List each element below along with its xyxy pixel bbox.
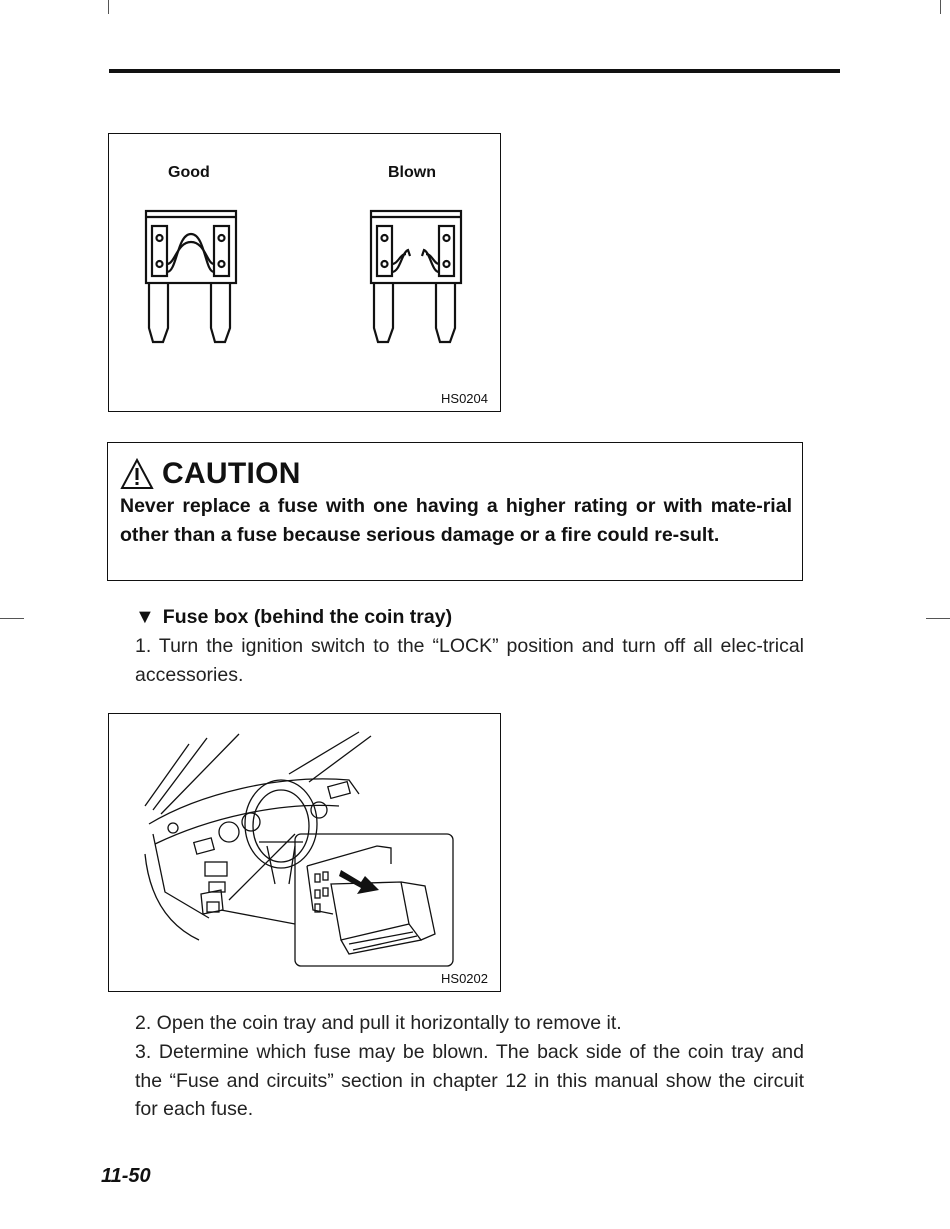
warning-triangle-icon	[120, 458, 154, 490]
caution-text: Never replace a fuse with one having a higher rating or with mate-rial other than a fuse because serious damage or a fire could re-sult.	[120, 495, 792, 546]
figure-code: HS0202	[441, 971, 488, 986]
crop-mark-top-left	[108, 0, 109, 14]
figure-code: HS0204	[441, 391, 488, 406]
blown-fuse-illustration	[368, 208, 468, 344]
caution-header	[120, 457, 301, 491]
step-3: 3. Determine which fuse may be blown. The back side of the coin tray and the “Fuse and circuits” section in chapter 12 in this manual show the circuit for each fuse.	[135, 1041, 804, 1120]
good-fuse-illustration	[143, 208, 243, 344]
caution-box	[107, 442, 803, 581]
caution-title: CAUTION	[162, 457, 301, 490]
section-title: Fuse box (behind the coin tray)	[162, 606, 453, 628]
header-rule	[109, 69, 840, 73]
fuse-comparison-figure	[108, 133, 501, 412]
section-marker-icon: ▼	[135, 606, 155, 628]
blown-fuse-label: Blown	[388, 164, 436, 181]
step-1: 1. Turn the ignition switch to the “LOCK” position and turn off all elec-trical accessories.	[135, 635, 804, 686]
section-heading	[135, 606, 452, 629]
pull-direction-arrow	[339, 870, 379, 894]
crop-mark-left	[0, 618, 24, 619]
good-fuse-label: Good	[168, 164, 210, 181]
crop-mark-right	[926, 618, 950, 619]
page-number: 11-50	[101, 1165, 151, 1187]
crop-mark-top-right	[940, 0, 941, 14]
dashboard-coin-tray-illustration	[109, 714, 500, 991]
coin-tray-figure	[108, 713, 501, 992]
step-2: 2. Open the coin tray and pull it horizontally to remove it.	[135, 1012, 622, 1034]
